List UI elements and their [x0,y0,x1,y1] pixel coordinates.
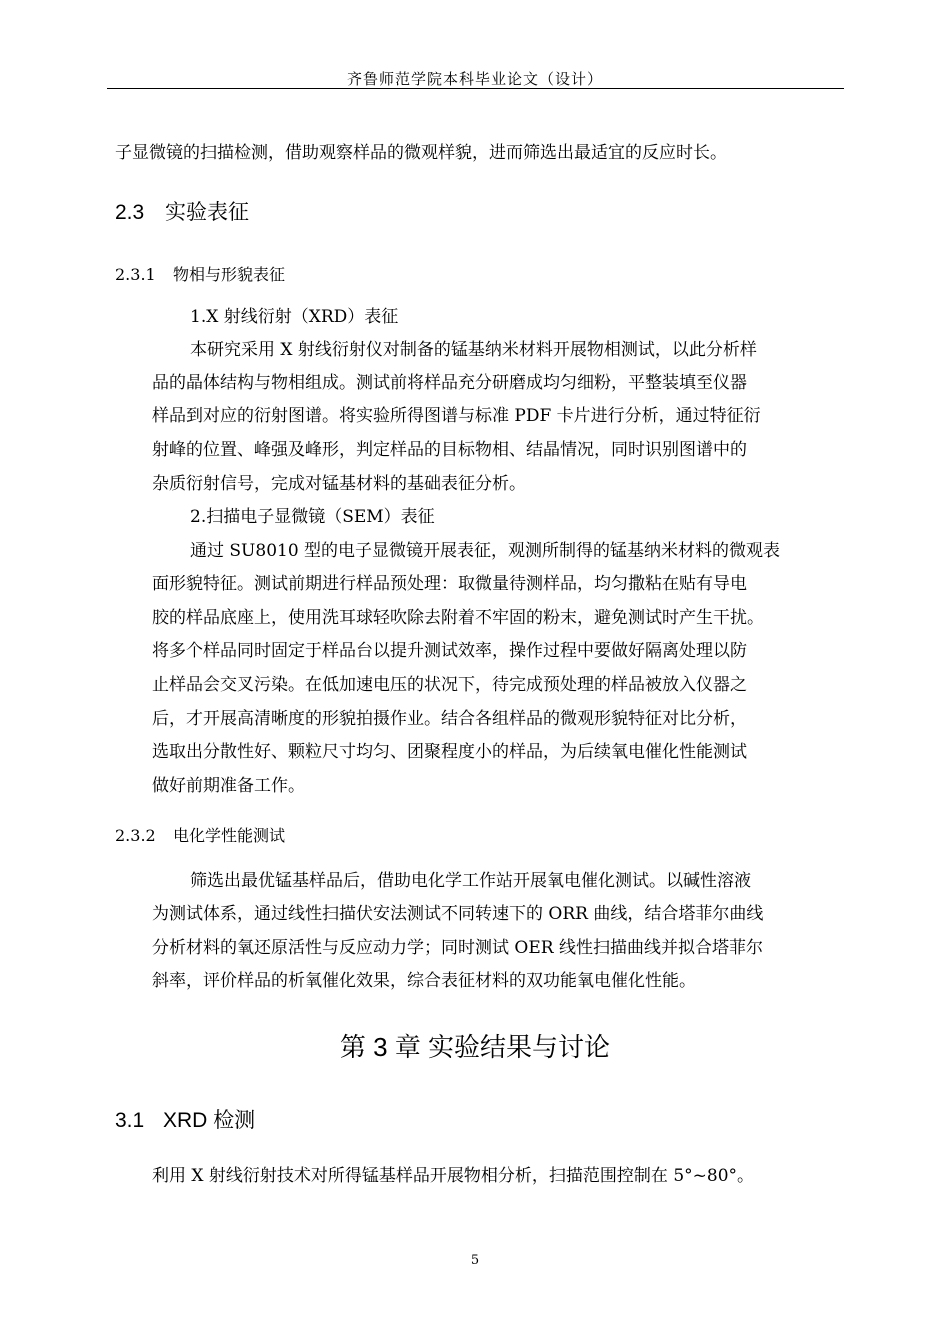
xrd-line: 杂质衍射信号，完成对锰基材料的基础表征分析。 [152,474,526,494]
sem-line: 面形貌特征。测试前期进行样品预处理：取微量待测样品，均匀撒粘在贴有导电 [152,574,747,594]
sem-line: 胶的样品底座上，使用洗耳球轻吹除去附着不牢固的粉末，避免测试时产生干扰。 [152,608,764,628]
chapter-3-title: 第 3 章 实验结果与讨论 [339,1032,611,1062]
section-number: 2.3 [115,201,145,224]
electro-line: 为测试体系，通过线性扫描伏安法测试不同转速下的 ORR 曲线，结合塔菲尔曲线 [152,904,764,924]
section-3-1-text: 利用 X 射线衍射技术对所得锰基样品开展物相分析，扫描范围控制在 5°~80°。 [152,1166,755,1186]
running-header: 齐鲁师范学院本科毕业论文（设计） [346,70,603,88]
electro-line: 斜率，评价样品的析氧催化效果，综合表征材料的双功能氧电催化性能。 [152,971,696,991]
sem-line: 将多个样品同时固定于样品台以提升测试效率，操作过程中要做好隔离处理以防 [152,641,747,661]
section-title: 电化学性能测试 [173,826,286,845]
sem-heading: 2.扫描电子显微镜（SEM）表征 [190,507,435,527]
xrd-line: 品的晶体结构与物相组成。测试前将样品充分研磨成均匀细粉，平整装填至仪器 [152,373,747,393]
section-2-3-1-heading [115,262,285,285]
section-title: 物相与形貌表征 [173,265,286,284]
page-number: 5 [470,1253,480,1268]
sem-line: 通过 SU8010 型的电子显微镜开展表征，观测所制得的锰基纳米材料的微观表 [190,541,781,561]
sem-line: 做好前期准备工作。 [152,776,305,796]
section-title: XRD 检测 [163,1109,256,1132]
electro-line: 筛选出最优锰基样品后，借助电化学工作站开展氧电催化测试。以碱性溶液 [190,871,751,891]
section-number: 3.1 [115,1109,145,1132]
electro-line: 分析材料的氧还原活性与反应动力学；同时测试 OER 线性扫描曲线并拟合塔菲尔 [152,938,763,958]
xrd-heading: 1.X 射线衍射（XRD）表征 [190,307,399,327]
sem-line: 选取出分散性好、颗粒尺寸均匀、团聚程度小的样品，为后续氧电催化性能测试 [152,742,747,762]
sem-line: 止样品会交叉污染。在低加速电压的状况下，待完成预处理的样品被放入仪器之 [152,675,747,695]
xrd-line: 本研究采用 X 射线衍射仪对制备的锰基纳米材料开展物相测试，以此分析样 [190,340,757,360]
section-number: 2.3.1 [115,265,156,284]
xrd-line: 样品到对应的衍射图谱。将实验所得图谱与标准 PDF 卡片进行分析，通过特征衍 [152,406,761,426]
header-rule [107,88,844,89]
section-title: 实验表征 [165,201,249,224]
xrd-line: 射峰的位置、峰强及峰形，判定样品的目标物相、结晶情况，同时识别图谱中的 [152,440,747,460]
section-2-3-2-heading [115,823,285,846]
section-3-1-heading [115,1104,255,1134]
section-number: 2.3.2 [115,826,156,845]
section-2-3-heading [115,196,249,226]
sem-line: 后，才开展高清晰度的形貌拍摄作业。结合各组样品的微观形貌特征对比分析， [152,709,747,729]
intro-line: 子显微镜的扫描检测，借助观察样品的微观样貌，进而筛选出最适宜的反应时长。 [115,143,727,163]
